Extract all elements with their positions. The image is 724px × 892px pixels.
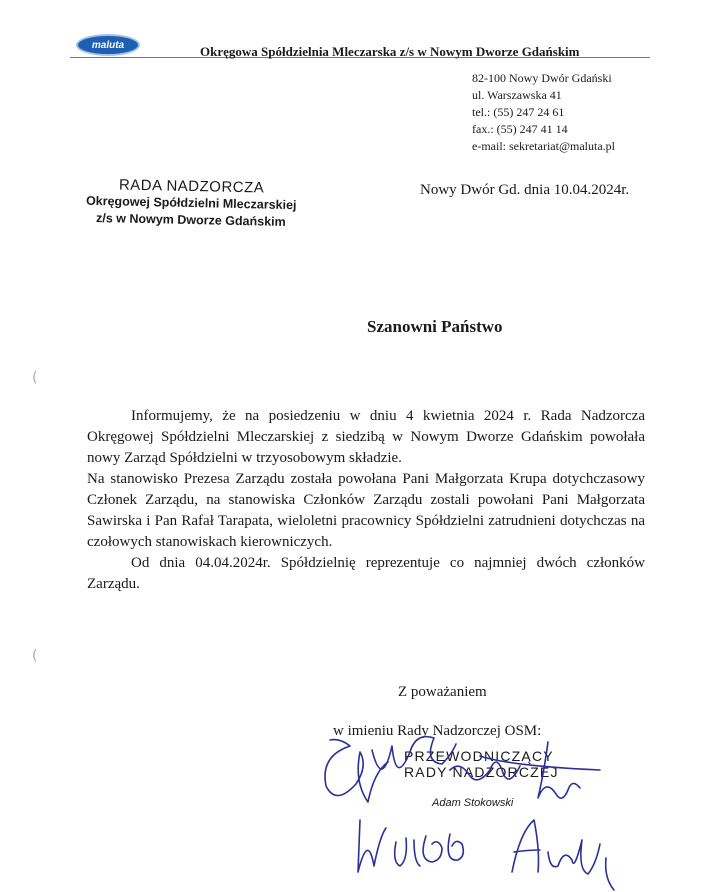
scan-mark: ( xyxy=(32,370,38,386)
letter-body xyxy=(87,406,645,595)
scan-mark: ( xyxy=(32,648,38,664)
stamp-title: RADA NADZORCZA xyxy=(118,176,265,197)
greeting: Szanowni Państwo xyxy=(367,317,503,336)
sender-address xyxy=(472,70,615,155)
body-paragraph: Informujemy, że na posiedzeniu w dniu 4 kwietnia 2024 r. Rada Nadzorcza Okręgowej Spółdzielni Mleczarskiej z siedzibą w Nowym Dworze Gdańskim powołała nowy Zarząd Spółdzielni w trzyosobowym składzie. xyxy=(87,408,645,466)
on-behalf-line: w imieniu Rady Nadzorczej OSM: xyxy=(333,723,542,739)
logo-text: maluta xyxy=(91,39,125,51)
chairman-stamp-line: PRZEWODNICZĄCY xyxy=(404,748,554,764)
board-stamp xyxy=(85,176,297,231)
chairman-name: Adam Stokowski xyxy=(432,797,514,809)
phone-line: tel.: (55) 247 24 61 xyxy=(472,105,565,119)
organization-name: Okręgowa Spółdzielnia Mleczarska z/s w Nowym Dworze Gdańskim xyxy=(200,44,580,59)
chairman-stamp-line: RADY NADZORCZEJ xyxy=(404,764,559,780)
stamp-line: Okręgowej Spółdzielni Mleczarskiej xyxy=(85,193,297,213)
address-line: ul. Warszawska 41 xyxy=(472,88,562,102)
body-paragraph: Od dnia 04.04.2024r. Spółdzielnię reprezentuje co najmniej dwóch członków Zarządu. xyxy=(87,555,645,592)
letter-date: Nowy Dwór Gd. dnia 10.04.2024r. xyxy=(420,182,630,198)
fax-line: fax.: (55) 247 41 14 xyxy=(472,122,568,136)
body-paragraph: Na stanowisko Prezesa Zarządu została powołana Pani Małgorzata Krupa dotychczasowy Członek Zarządu, na stanowiska Członków Zarządu zostali powołani Pani Małgorzata Sawirska i Pan Rafał Tarapata, wieloletni pracownicy Spółdzielni zatrudnieni dotychczas na czołowych stanowiskach kierowniczych. xyxy=(87,471,645,550)
email-line: e-mail: sekretariat@maluta.pl xyxy=(472,139,615,153)
address-line: 82-100 Nowy Dwór Gdański xyxy=(472,71,612,85)
stamp-line: z/s w Nowym Dworze Gdańskim xyxy=(95,211,286,229)
chairman-stamp xyxy=(404,748,559,780)
closing: Z poważaniem xyxy=(398,684,487,700)
maluta-logo xyxy=(76,34,140,56)
